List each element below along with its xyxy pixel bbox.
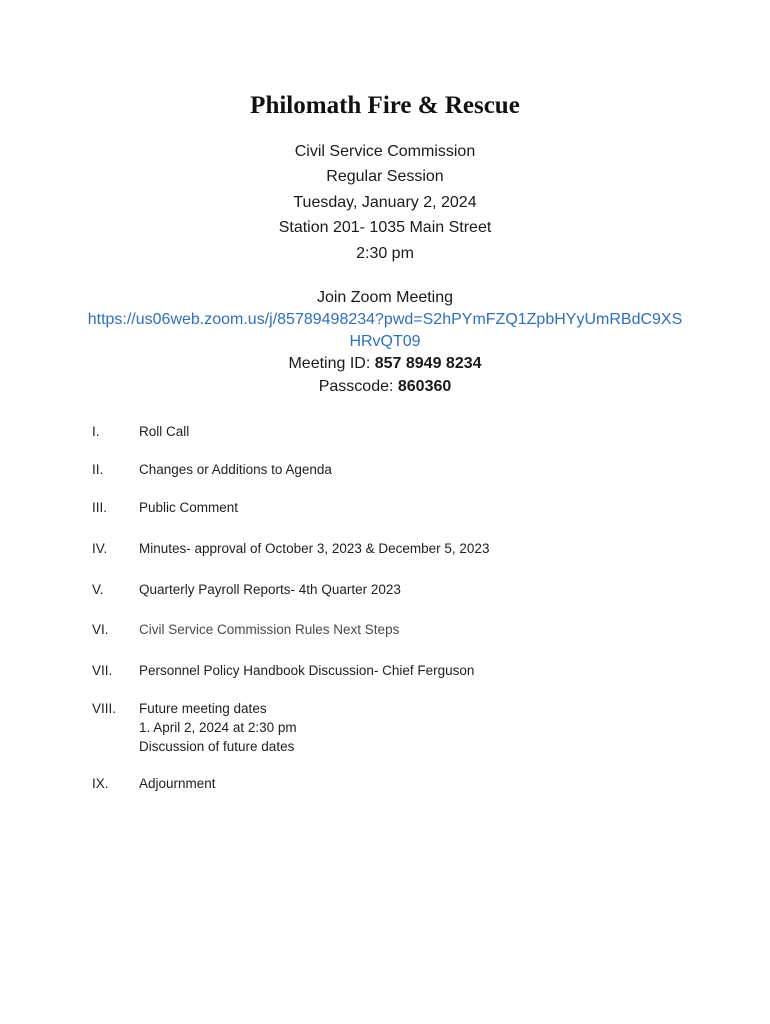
agenda-item-number: IV. (92, 541, 108, 556)
agenda-item-text: Civil Service Commission Rules Next Steps (139, 622, 400, 637)
agenda-item-text: Adjournment (139, 776, 216, 791)
agenda-item-text: Quarterly Payroll Reports- 4th Quarter 2023 (139, 582, 401, 597)
agenda-item-number: VIII. (92, 701, 117, 716)
passcode (0, 378, 770, 396)
agenda-item-number: I. (92, 424, 100, 439)
agenda-item-text: Changes or Additions to Agenda (139, 462, 332, 477)
zoom-link[interactable]: https://us06web.zoom.us/j/85789498234?pwd=S2hPYmFZQ1ZpbHYyUmRBdC9XS (87, 311, 683, 328)
agenda-item-text: Roll Call (139, 424, 190, 439)
agenda-item-number: II. (92, 462, 104, 477)
meeting-id-label: Meeting ID: (288, 355, 375, 372)
agenda-sub-item: 1. April 2, 2024 at 2:30 pm (139, 720, 297, 735)
meeting-time: 2:30 pm (356, 245, 414, 262)
agenda-sub-item: Discussion of future dates (139, 739, 295, 754)
session-type: Regular Session (326, 168, 444, 185)
agenda-item-text: Minutes- approval of October 3, 2023 & December 5, 2023 (139, 541, 490, 556)
agenda-item-text: Future meeting dates (139, 701, 267, 716)
commission-name: Civil Service Commission (294, 143, 476, 160)
agenda-item-text: Public Comment (139, 500, 239, 515)
agenda-item-number: VI. (92, 622, 109, 637)
document-title: Philomath Fire & Rescue (250, 92, 520, 119)
passcode-value: 860360 (397, 378, 452, 395)
meeting-date: Tuesday, January 2, 2024 (293, 194, 477, 211)
agenda-item-text: Personnel Policy Handbook Discussion- Chief Ferguson (139, 663, 475, 678)
agenda-item-number: VII. (92, 663, 113, 678)
meeting-location: Station 201- 1035 Main Street (278, 219, 492, 236)
join-zoom-label: Join Zoom Meeting (316, 289, 454, 306)
passcode-label: Passcode: (318, 378, 398, 395)
agenda-item-number: V. (92, 582, 104, 597)
meeting-id-value: 857 8949 8234 (374, 355, 482, 372)
meeting-id (0, 355, 770, 373)
agenda-item-number: III. (92, 500, 108, 515)
zoom-link-continued[interactable]: HRvQT09 (349, 333, 421, 350)
agenda-item-number: IX. (92, 776, 109, 791)
